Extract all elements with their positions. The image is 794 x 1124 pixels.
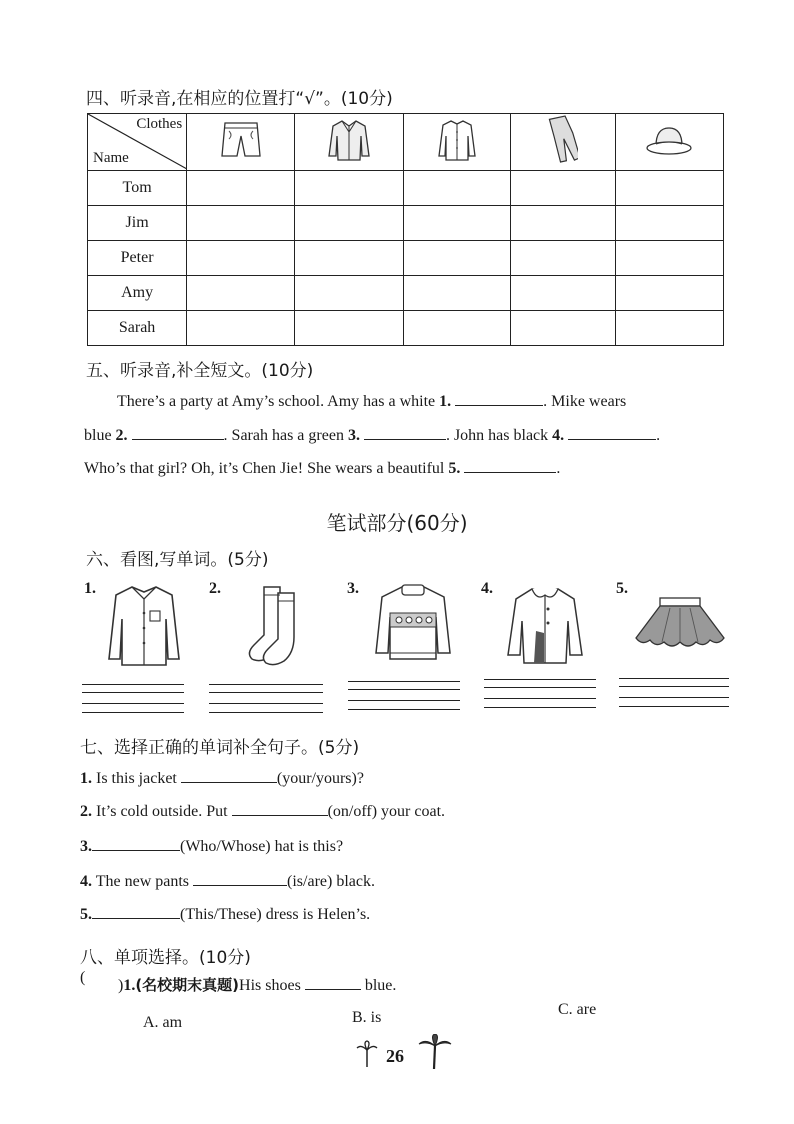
answer-cell[interactable]: [187, 171, 295, 206]
row-name: Sarah: [88, 311, 187, 346]
item-number: 5.: [616, 580, 628, 597]
answer-blank-5[interactable]: [464, 458, 556, 473]
question-text: Is this jacket: [92, 770, 181, 787]
question-text: The new pants: [92, 873, 194, 890]
item-number: 2.: [209, 580, 221, 597]
skirt-icon: [632, 596, 728, 652]
answer-cell[interactable]: [295, 171, 403, 206]
shirt-icon: [403, 114, 510, 171]
item-number: 4.: [481, 580, 493, 597]
answer-cell[interactable]: [510, 171, 615, 206]
choice-question-1: [118, 974, 396, 995]
answer-cell[interactable]: [187, 206, 295, 241]
item-number: 3.: [347, 580, 359, 597]
question-source-tag: (名校期末真题): [135, 976, 240, 994]
passage-text: . Mike wears: [543, 393, 627, 410]
answer-cell[interactable]: [403, 206, 510, 241]
answer-cell[interactable]: [295, 276, 403, 311]
answer-blank[interactable]: [92, 836, 180, 851]
question-text: blue.: [360, 977, 397, 994]
option-b[interactable]: B. is: [352, 1009, 382, 1026]
page-number: 26: [386, 1046, 404, 1066]
section-6-title: 六、看图,写单词。(5分): [86, 550, 269, 570]
pants-icon: [510, 114, 615, 171]
question-options: (This/These) dress is Helen’s.: [180, 906, 371, 923]
answer-blank[interactable]: [193, 871, 287, 886]
blank-number: 4.: [552, 427, 565, 444]
question-number: 1.: [123, 977, 136, 994]
answer-cell[interactable]: [510, 311, 615, 346]
fill-question-4: [80, 871, 375, 891]
blank-number: 3.: [347, 427, 360, 444]
answer-cell[interactable]: [187, 241, 295, 276]
fill-question-3: [80, 836, 343, 856]
coat-icon: [504, 583, 586, 665]
section-5-title: 五、听录音,补全短文。(10分): [86, 361, 314, 381]
question-number: 1.: [80, 770, 92, 787]
answer-blank-3[interactable]: [364, 425, 446, 440]
palm-tree-small-icon: [356, 1040, 378, 1068]
passage-text: blue: [84, 427, 116, 444]
question-options: (on/off) your coat.: [327, 803, 446, 820]
answer-cell[interactable]: [295, 206, 403, 241]
answer-blank[interactable]: [92, 904, 180, 919]
answer-cell[interactable]: [510, 206, 615, 241]
option-a[interactable]: A. am: [143, 1014, 183, 1031]
row-name: Amy: [88, 276, 187, 311]
answer-cell[interactable]: [295, 241, 403, 276]
question-number: 3.: [80, 838, 92, 855]
section-7-title: 七、选择正确的单词补全句子。(5分): [80, 738, 360, 758]
palm-tree-large-icon: [418, 1034, 452, 1070]
answer-cell[interactable]: [615, 171, 723, 206]
answer-blank-4[interactable]: [568, 425, 656, 440]
answer-cell[interactable]: [510, 276, 615, 311]
header-name-label: Name: [93, 150, 129, 166]
section-8-title: 八、单项选择。(10分): [80, 948, 251, 968]
hat-icon: [615, 114, 723, 171]
answer-cell[interactable]: [615, 311, 723, 346]
answer-paren-close: ): [118, 977, 124, 994]
fill-question-2: [80, 801, 445, 821]
row-name: Tom: [88, 171, 187, 206]
passage-line-2: [84, 425, 660, 445]
answer-cell[interactable]: [295, 311, 403, 346]
answer-paren-open: (: [80, 969, 86, 986]
answer-blank[interactable]: [181, 768, 277, 783]
shirt-icon: [106, 583, 182, 667]
passage-text: Who’s that girl? Oh, it’s Chen Jie! She wears a beautiful: [84, 460, 449, 477]
answer-cell[interactable]: [187, 276, 295, 311]
socks-icon: [240, 583, 310, 667]
table-header-corner: [88, 114, 187, 171]
row-name: Peter: [88, 241, 187, 276]
blank-number: 1.: [439, 393, 452, 410]
jacket-icon: [295, 114, 403, 171]
answer-cell[interactable]: [615, 241, 723, 276]
answer-blank[interactable]: [232, 801, 328, 816]
answer-cell[interactable]: [403, 276, 510, 311]
listening-check-table: [87, 113, 724, 346]
passage-text: There’s a party at Amy’s school. Amy has a white: [117, 393, 440, 410]
answer-blank-1[interactable]: [455, 391, 543, 406]
answer-blank-2[interactable]: [132, 425, 224, 440]
shorts-icon: [187, 114, 295, 171]
option-c[interactable]: C. are: [558, 1001, 597, 1018]
answer-cell[interactable]: [187, 311, 295, 346]
section-4-title: 四、听录音,在相应的位置打“√”。(10分): [86, 89, 393, 109]
blank-number: 2.: [115, 427, 128, 444]
written-part-title: 笔试部分(60分): [326, 511, 468, 535]
answer-bracket-space[interactable]: [92, 970, 120, 990]
question-options: (is/are) black.: [287, 873, 375, 890]
word-writing-lines[interactable]: [82, 676, 732, 718]
answer-cell[interactable]: [403, 241, 510, 276]
passage-text: . Sarah has a green: [223, 427, 348, 444]
fill-question-1: [80, 768, 364, 788]
blank-number: 5.: [448, 460, 461, 477]
question-options: (your/yours)?: [276, 770, 364, 787]
answer-cell[interactable]: [403, 171, 510, 206]
answer-blank[interactable]: [305, 975, 361, 990]
question-number: 4.: [80, 873, 92, 890]
fill-question-5: [80, 904, 370, 924]
question-options: (Who/Whose) hat is this?: [180, 838, 344, 855]
passage-text: .: [556, 460, 561, 477]
question-number: 2.: [80, 803, 92, 820]
header-clothes-label: Clothes: [136, 116, 183, 132]
question-text: It’s cold outside. Put: [92, 803, 232, 820]
question-number: 5.: [80, 906, 92, 923]
passage-text: . John has black: [445, 427, 553, 444]
answer-cell[interactable]: [510, 241, 615, 276]
row-name: Jim: [88, 206, 187, 241]
question-text: His shoes: [239, 977, 305, 994]
passage-line-1: [117, 391, 626, 411]
answer-cell[interactable]: [615, 276, 723, 311]
passage-line-3: [84, 458, 560, 478]
answer-cell[interactable]: [615, 206, 723, 241]
passage-text: .: [656, 427, 661, 444]
item-number: 1.: [84, 580, 96, 597]
sweater-icon: [372, 583, 454, 663]
answer-cell[interactable]: [403, 311, 510, 346]
